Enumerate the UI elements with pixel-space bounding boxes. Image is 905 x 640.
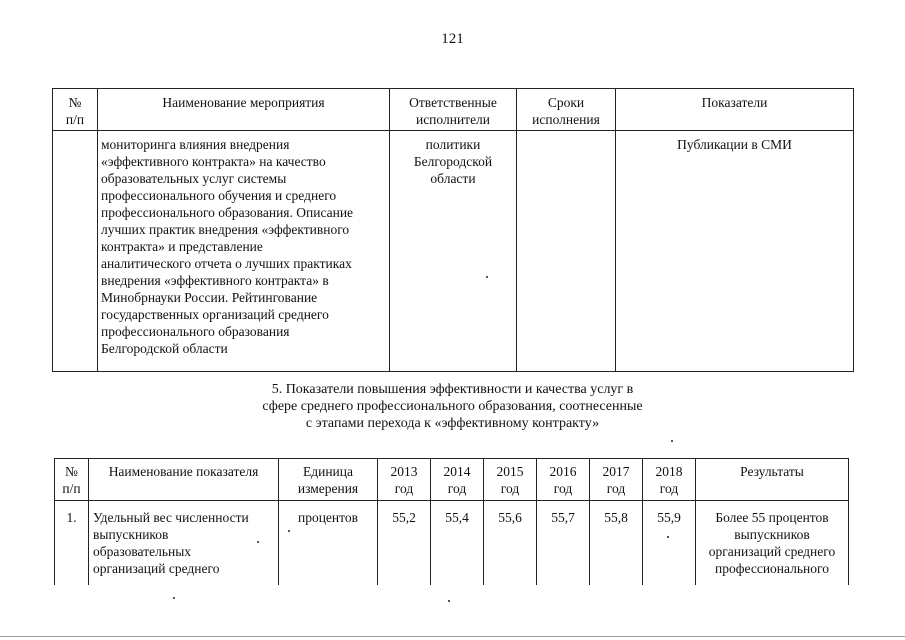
value-2013: 55,2 xyxy=(378,501,431,585)
value-2018: 55,9 xyxy=(643,501,696,585)
header-year-2017: 2017 год xyxy=(590,459,643,501)
page-number: 121 xyxy=(441,31,464,47)
results-cell: Более 55 процентов выпускников организаций среднего профессионального xyxy=(696,501,849,585)
row-number: 1. xyxy=(55,501,89,585)
header-indicator-name: Наименование показателя xyxy=(89,459,279,501)
header-year-2018: 2018 год xyxy=(643,459,696,501)
scan-speck xyxy=(288,530,290,532)
scan-speck xyxy=(448,600,450,602)
table-row xyxy=(53,131,854,372)
header-number: № п/п xyxy=(55,459,89,501)
indicators-cell: Публикации в СМИ xyxy=(616,131,854,372)
header-deadline: Сроки исполнения xyxy=(517,89,616,131)
indicator-name-cell: Удельный вес численности выпускников образовательных организаций среднего xyxy=(89,501,279,585)
scan-speck xyxy=(667,536,669,538)
scan-edge-line xyxy=(0,636,905,637)
unit-cell: процентов xyxy=(279,501,378,585)
section-title: 5. Показатели повышения эффективности и качества услуг в сфере среднего профессионального образования, соотнесенные с этапами перехода к «эффективному контракту» xyxy=(262,382,643,431)
header-responsible: Ответственные исполнители xyxy=(390,89,517,131)
table-header-row xyxy=(53,89,854,131)
header-number: № п/п xyxy=(53,89,98,131)
header-results: Результаты xyxy=(696,459,849,501)
table-header-row xyxy=(55,459,849,501)
value-2016: 55,7 xyxy=(537,501,590,585)
activities-table xyxy=(52,88,854,372)
value-2014: 55,4 xyxy=(431,501,484,585)
responsible-cell: политики Белгородской области xyxy=(390,131,517,372)
header-year-2014: 2014 год xyxy=(431,459,484,501)
header-unit: Единица измерения xyxy=(279,459,378,501)
row-number xyxy=(53,131,98,372)
header-indicators: Показатели xyxy=(616,89,854,131)
header-year-2013: 2013 год xyxy=(378,459,431,501)
scan-speck xyxy=(173,597,175,599)
table-row xyxy=(55,501,849,585)
header-year-2016: 2016 год xyxy=(537,459,590,501)
scan-speck xyxy=(671,440,673,442)
header-activity: Наименование мероприятия xyxy=(98,89,390,131)
deadline-cell xyxy=(517,131,616,372)
header-year-2015: 2015 год xyxy=(484,459,537,501)
indicators-table xyxy=(54,458,849,585)
scan-speck xyxy=(257,541,259,543)
scan-speck xyxy=(486,276,488,278)
value-2015: 55,6 xyxy=(484,501,537,585)
activity-cell: мониторинга влияния внедрения «эффективного контракта» на качество образовательных услуг системы профессионального обучения и среднего профессионального образования. Описание лучших практик внедрения «эффективного контракта» и представление аналитического отчета о лучших практиках внедрения «эффективного контракта» в Минобрнауки России. Рейтингование государственных организаций среднего профессионального образования Белгородской области xyxy=(98,131,390,372)
value-2017: 55,8 xyxy=(590,501,643,585)
